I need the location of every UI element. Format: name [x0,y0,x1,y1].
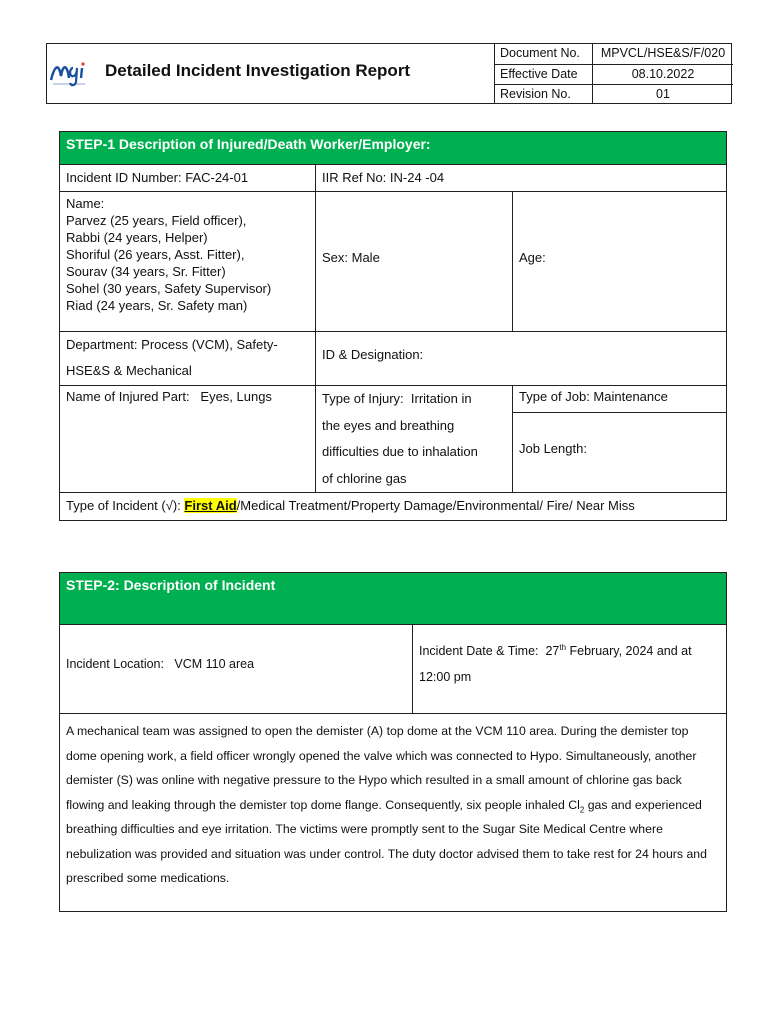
names-cell [60,191,315,331]
datetime-sup: th [559,642,567,652]
company-logo [49,58,89,88]
list-item: Shoriful (26 years, Asst. Fitter), [66,247,245,262]
job-type: Type of Job: Maintenance [512,385,726,412]
department-line: HSE&S & Mechanical [66,363,192,378]
injury-line: the eyes and breathing [322,417,455,433]
doc-meta-table [494,44,732,103]
department-line: Department: Process (VCM), Safety- [66,337,278,352]
job-length: Job Length: [512,412,726,492]
iir-ref: IIR Ref No: IN-24 -04 [315,164,726,191]
list-item: Parvez (25 years, Field officer), [66,213,247,228]
description-text: A mechanical team was assigned to open the demister (A) top dome at the VCM 110 area. During the demister top dome opening work, a field officer wrongly opened the valve which was connected to Hypo. Simultaneously, another demister (S) was online with negative pressure to the Hypo which resulted in a small amount of chlorine gas back flowing and leaking through the demister top dome flange. Consequently, six people inhaled Cl [66,724,697,812]
description-subscript: 2 [579,804,585,814]
incident-id: Incident ID Number: FAC-24-01 [60,164,315,191]
step1-table [59,131,727,521]
incident-type-row [60,492,726,520]
description-text: gas and experienced breathing difficulties and eye irritation. The victims were promptly sent to the Sugar Site Medical Centre where nebulization was provided and situation was under control. The duty doctor advised them to take rest for 24 hours and prescribed some medications. [66,797,707,885]
incident-location: Incident Location: VCM 110 area [60,624,412,713]
datetime-text: February, 2024 and at [566,644,692,658]
injury-line: difficulties due to inhalation [322,444,478,459]
datetime-line: 12:00 pm [419,670,472,684]
report-header [46,43,732,104]
datetime-line [419,638,720,664]
sex-cell [315,191,512,331]
page-title: Detailed Incident Investigation Report [105,61,411,80]
meta-row [495,44,733,64]
incident-description [60,713,726,911]
incident-type-options: /Medical Treatment/Property Damage/Environmental/ Fire/ Near Miss [236,498,635,513]
injury-line: of chlorine gas [322,470,407,486]
meta-value: 08.10.2022 [592,65,733,84]
department-cell [60,331,315,385]
meta-row [495,84,733,103]
meta-value: MPVCL/HSE&S/F/020 [592,44,733,64]
list-item: Sourav (34 years, Sr. Fitter) [66,264,226,279]
injury-line: Type of Injury: Irritation in [322,391,472,406]
list-item: Rabbi (24 years, Helper) [66,230,208,245]
age-cell [512,191,726,331]
meta-label: Document No. [500,46,580,60]
list-item: Riad (24 years, Sr. Safety man) [66,298,248,313]
meta-label: Effective Date [500,67,578,81]
datetime-text: Incident Date & Time: 27 [419,644,560,658]
name-label: Name: [66,196,105,211]
sex-value: Sex: Male [322,250,380,265]
id-designation: ID & Designation: [315,331,726,385]
meta-label: Revision No. [500,87,571,101]
injury-type-cell [315,385,512,492]
incident-type-selected: First Aid [184,498,237,513]
list-item: Sohel (30 years, Safety Supervisor) [66,281,272,296]
incident-datetime [412,624,726,713]
step2-title: STEP-2: Description of Incident [60,573,726,624]
step2-table [59,572,727,912]
step1-title: STEP-1 Description of Injured/Death Worker/Employer: [60,132,726,164]
incident-type-label: Type of Incident (√): [66,498,185,513]
age-label: Age: [519,250,546,265]
meta-value: 01 [592,85,733,104]
injured-part: Name of Injured Part: Eyes, Lungs [60,385,315,492]
meta-row [495,64,733,84]
